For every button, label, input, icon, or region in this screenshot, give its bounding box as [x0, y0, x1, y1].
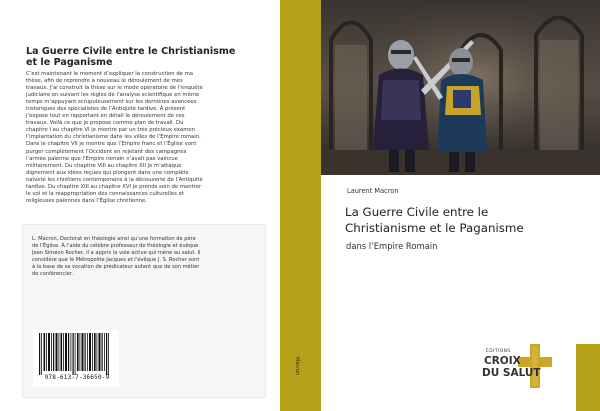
- summary-line: l’implantation du christianisme dans les villes de l’Empire romain.: [26, 134, 201, 141]
- summary-line: C’est maintenant le moment d’expliquer la construction de ma: [26, 71, 194, 77]
- summary-line: naïveté les chrétiens contemporains à la découverte de l’Antiquité: [26, 176, 203, 183]
- knights-in-armor-illustration-icon: [321, 0, 600, 175]
- front-title-line-1: La Guerre Civile entre le: [345, 205, 489, 219]
- gold-corner-bar: [576, 344, 600, 411]
- summary-line: travaux. Voilà ce que je propose comme plan de travail. Du: [26, 120, 184, 127]
- bio-line: de conférencier.: [32, 270, 73, 277]
- summary-line: travaux. J’ai construit la thèse sur le mode opératoire de l’enquête: [26, 85, 203, 92]
- spine: [280, 0, 321, 411]
- back-title-line-2: et le Paganisme: [26, 57, 113, 68]
- summary-line: militairement. Du chapitre VIII au chapitre XII je m’attaque: [26, 162, 182, 169]
- barcode: [33, 330, 119, 387]
- summary-line: l’armée païenne que l’Empire romain n’avait pas vaincue: [26, 155, 178, 162]
- back-cover-summary: [26, 71, 260, 205]
- author-bio: [32, 236, 260, 277]
- publisher-line-3: DU SALUT: [482, 367, 541, 379]
- summary-line: thèse, afin de reprendre à nouveau le déroulement de mes: [26, 78, 183, 85]
- summary-line: le vol et la réappropriation des connaissances culturelles et: [26, 190, 184, 197]
- bio-line: Jean Siméon Rocher, il a appris la voie active qui mène au salut. Il: [32, 249, 201, 256]
- back-title-line-1: La Guerre Civile entre le Christianisme: [26, 46, 236, 57]
- bio-line: de l’Église. À l’aide du célèbre professeur de théologie et évêque: [32, 242, 199, 249]
- summary-line: j’expose tout en rapportant en détail le déroulement de ces: [26, 113, 185, 120]
- front-cover-subtitle: dans l’Empire Romain: [346, 241, 438, 251]
- summary-line: temps m’appuyant scrupuleusement sur les dernières avancées: [26, 99, 197, 106]
- bio-line: considère que le Métropolite Jacques et l’évêque J. S. Rocher sont: [32, 256, 200, 263]
- front-title-line-2: Christianisme et le Paganisme: [345, 221, 524, 235]
- spine-author: Macron: [294, 357, 300, 376]
- summary-line: dignement aux idées reçues qui plongent dans une complète: [26, 169, 189, 176]
- summary-line: judiciaire en suivant les règles de l’analyse scientifique en même: [26, 92, 200, 99]
- summary-line: chapitre I au chapitre VI je montre par un très précieux examen: [26, 127, 196, 134]
- bio-line: L. Macron, Doctorat en théologie ainsi qu’une formation de père: [32, 236, 196, 242]
- barcode-bars-icon: [36, 333, 116, 375]
- bio-line: à la base de sa vocation de prédicateur autant que de son métier: [32, 263, 200, 270]
- back-cover-title: [26, 46, 258, 68]
- summary-line: tardive. Du chapitre XIII au chapitre XVI je prends soin de montrer: [26, 183, 202, 190]
- publisher-line-1: ÉDITIONS: [486, 349, 511, 354]
- summary-line: historiques des spécialistes de l’Antiquité tardive. À présent: [26, 106, 186, 113]
- publisher-line-2: CROIX: [484, 355, 521, 367]
- front-cover-title: [345, 204, 581, 236]
- summary-line: purger complètement l’Occident en rejetant des campagnes: [26, 148, 187, 155]
- summary-line: religieuses païennes dans l’Église chrétienne.: [26, 197, 147, 204]
- front-cover-author: Laurent Macron: [347, 187, 399, 195]
- isbn-number: 978-613-7-36650-9: [44, 374, 110, 381]
- summary-line: Dans le chapitre VII je montre que l’Empire franc et l’Église vont: [26, 141, 197, 148]
